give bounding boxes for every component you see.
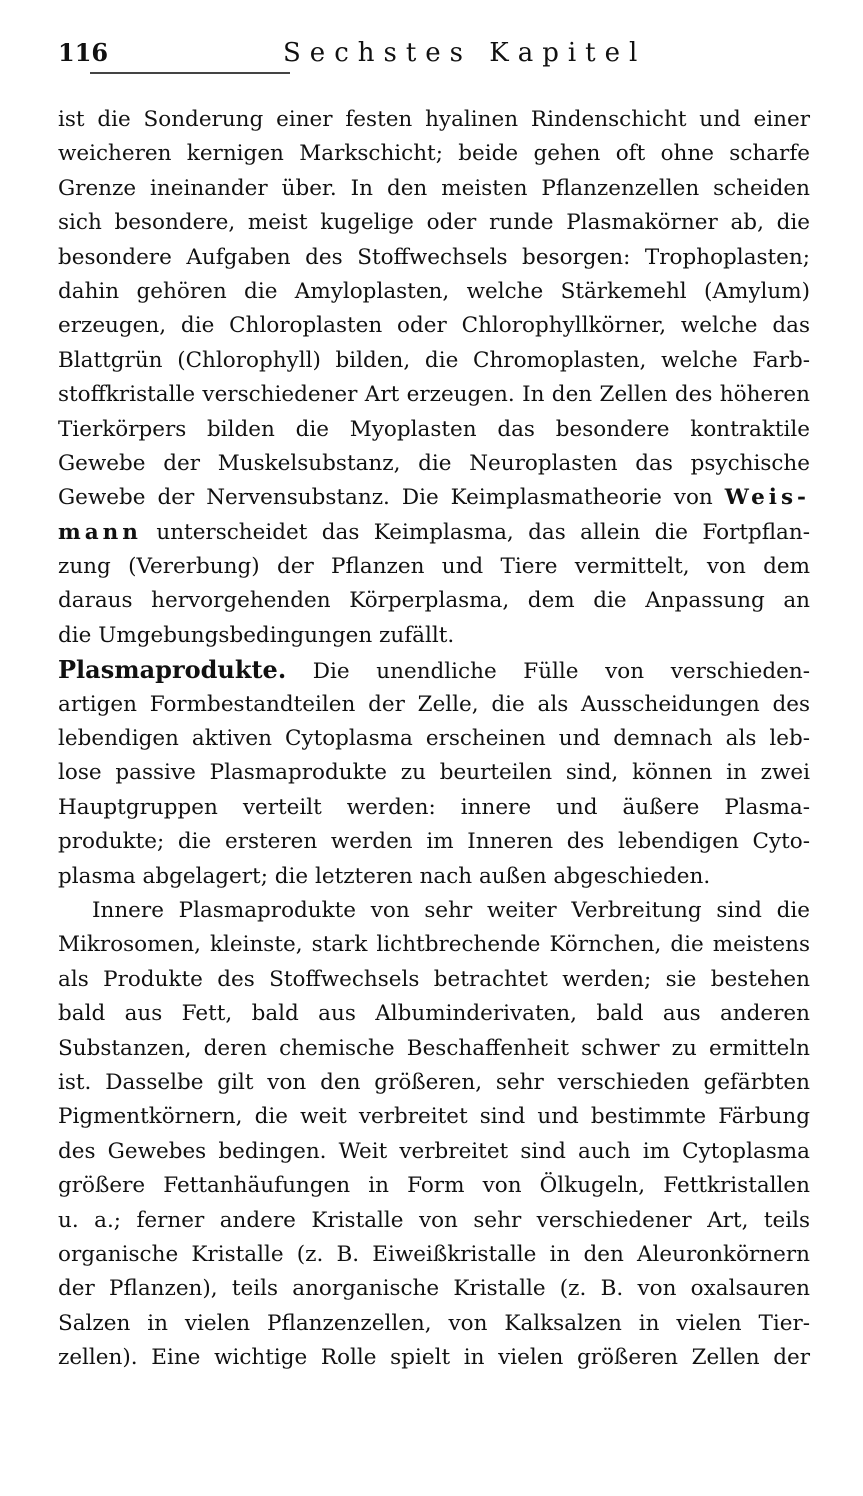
text-line: Salzen in vielen Pflanzenzellen, von Kalksalzen in vielen Tier- bbox=[58, 1310, 810, 1336]
text-line: Tierkörpers bilden die Myoplasten das besondere kontraktile bbox=[58, 416, 810, 442]
text-line: ist. Dasselbe gilt von den größeren, sehr verschieden gefärbten bbox=[58, 1069, 810, 1095]
text-line: sich besondere, meist kugelige oder runde Plasmakörner ab, die bbox=[58, 210, 810, 236]
line-text: Gewebe der Nervensubstanz. Die Keimplasmatheorie von bbox=[58, 485, 725, 511]
text-line: artigen Formbestandteilen der Zelle, die als Ausscheidungen des bbox=[58, 691, 810, 717]
text-line: bald aus Fett, bald aus Albuminderivaten, bald aus anderen bbox=[58, 1001, 810, 1027]
text-line bbox=[58, 516, 810, 550]
text-line: Substanzen, deren chemische Beschaffenheit schwer zu ermitteln bbox=[58, 1035, 810, 1061]
text-line: Innere Plasmaprodukte von sehr weiter Verbreitung sind die bbox=[92, 897, 810, 923]
text-line: dahin gehören die Amyloplasten, welche Stärkemehl (Amylum) bbox=[58, 278, 810, 304]
text-line: u. a.; ferner andere Kristalle von sehr verschiedener Art, teils bbox=[58, 1207, 810, 1233]
text-line: stoffkristalle verschiedener Art erzeugen. In den Zellen des höheren bbox=[58, 382, 810, 408]
line-text: Die unendliche Fülle von verschieden- bbox=[286, 659, 810, 685]
header-rule bbox=[90, 72, 290, 74]
text-line: weicheren kernigen Markschicht; beide gehen oft ohne scharfe bbox=[58, 141, 810, 167]
text-line: produkte; die ersteren werden im Inneren des lebendigen Cyto- bbox=[58, 829, 810, 855]
text-line: Gewebe der Muskelsubstanz, die Neuroplasten das psychische bbox=[58, 450, 810, 476]
text-line: lose passive Plasmaprodukte zu beurteilen sind, können in zwei bbox=[58, 760, 810, 786]
author-name: Weis- bbox=[724, 485, 810, 511]
text-line: Hauptgruppen verteilt werden: innere und äußere Plasma- bbox=[58, 794, 810, 820]
text-line: Blattgrün (Chlorophyll) bilden, die Chromoplasten, welche Farb- bbox=[58, 347, 810, 373]
author-name: mann bbox=[58, 519, 142, 545]
text-line: Pigmentkörnern, die weit verbreitet sind und bestimmte Färbung bbox=[58, 1104, 810, 1130]
text-line bbox=[58, 653, 810, 687]
text-line: lebendigen aktiven Cytoplasma erscheinen und demnach als leb- bbox=[58, 726, 810, 752]
line-text: unterscheidet das Keimplasma, das allein die Fortpflan- bbox=[141, 519, 810, 545]
text-line bbox=[58, 481, 810, 515]
text-line: die Umgebungsbedingungen zufällt. bbox=[58, 622, 455, 648]
body-text bbox=[58, 103, 810, 1375]
text-line: erzeugen, die Chloroplasten oder Chlorophyllkörner, welche das bbox=[58, 313, 810, 339]
section-heading: Plasmaprodukte. bbox=[58, 655, 287, 685]
text-line: größere Fettanhäufungen in Form von Ölkugeln, Fettkristallen bbox=[58, 1173, 810, 1199]
text-line: als Produkte des Stoffwechsels betrachtet werden; sie bestehen bbox=[58, 966, 810, 992]
text-line: zellen). Eine wichtige Rolle spielt in vielen größeren Zellen der bbox=[58, 1345, 810, 1371]
text-line: des Gewebes bedingen. Weit verbreitet sind auch im Cytoplasma bbox=[58, 1138, 810, 1164]
text-line: zung (Vererbung) der Pflanzen und Tiere vermittelt, von dem bbox=[58, 554, 810, 580]
text-line: daraus hervorgehenden Körperplasma, dem die Anpassung an bbox=[58, 588, 810, 614]
page-header bbox=[58, 38, 818, 72]
text-line: der Pflanzen), teils anorganische Kristalle (z. B. von oxalsauren bbox=[58, 1276, 810, 1302]
text-line: plasma abgelagert; die letzteren nach außen abgeschieden. bbox=[58, 863, 711, 889]
running-title: Sechstes Kapitel bbox=[283, 38, 647, 68]
text-line: ist die Sonderung einer festen hyalinen Rindenschicht und einer bbox=[58, 107, 810, 132]
text-line: organische Kristalle (z. B. Eiweißkristalle in den Aleuronkörnern bbox=[58, 1241, 810, 1267]
text-line: Grenze ineinander über. In den meisten Pflanzenzellen scheiden bbox=[58, 175, 810, 201]
text-line: besondere Aufgaben des Stoffwechsels besorgen: Trophoplasten; bbox=[58, 244, 810, 270]
page-number: 116 bbox=[58, 38, 109, 67]
text-line: Mikrosomen, kleinste, stark lichtbrechende Körnchen, die meistens bbox=[58, 932, 810, 958]
